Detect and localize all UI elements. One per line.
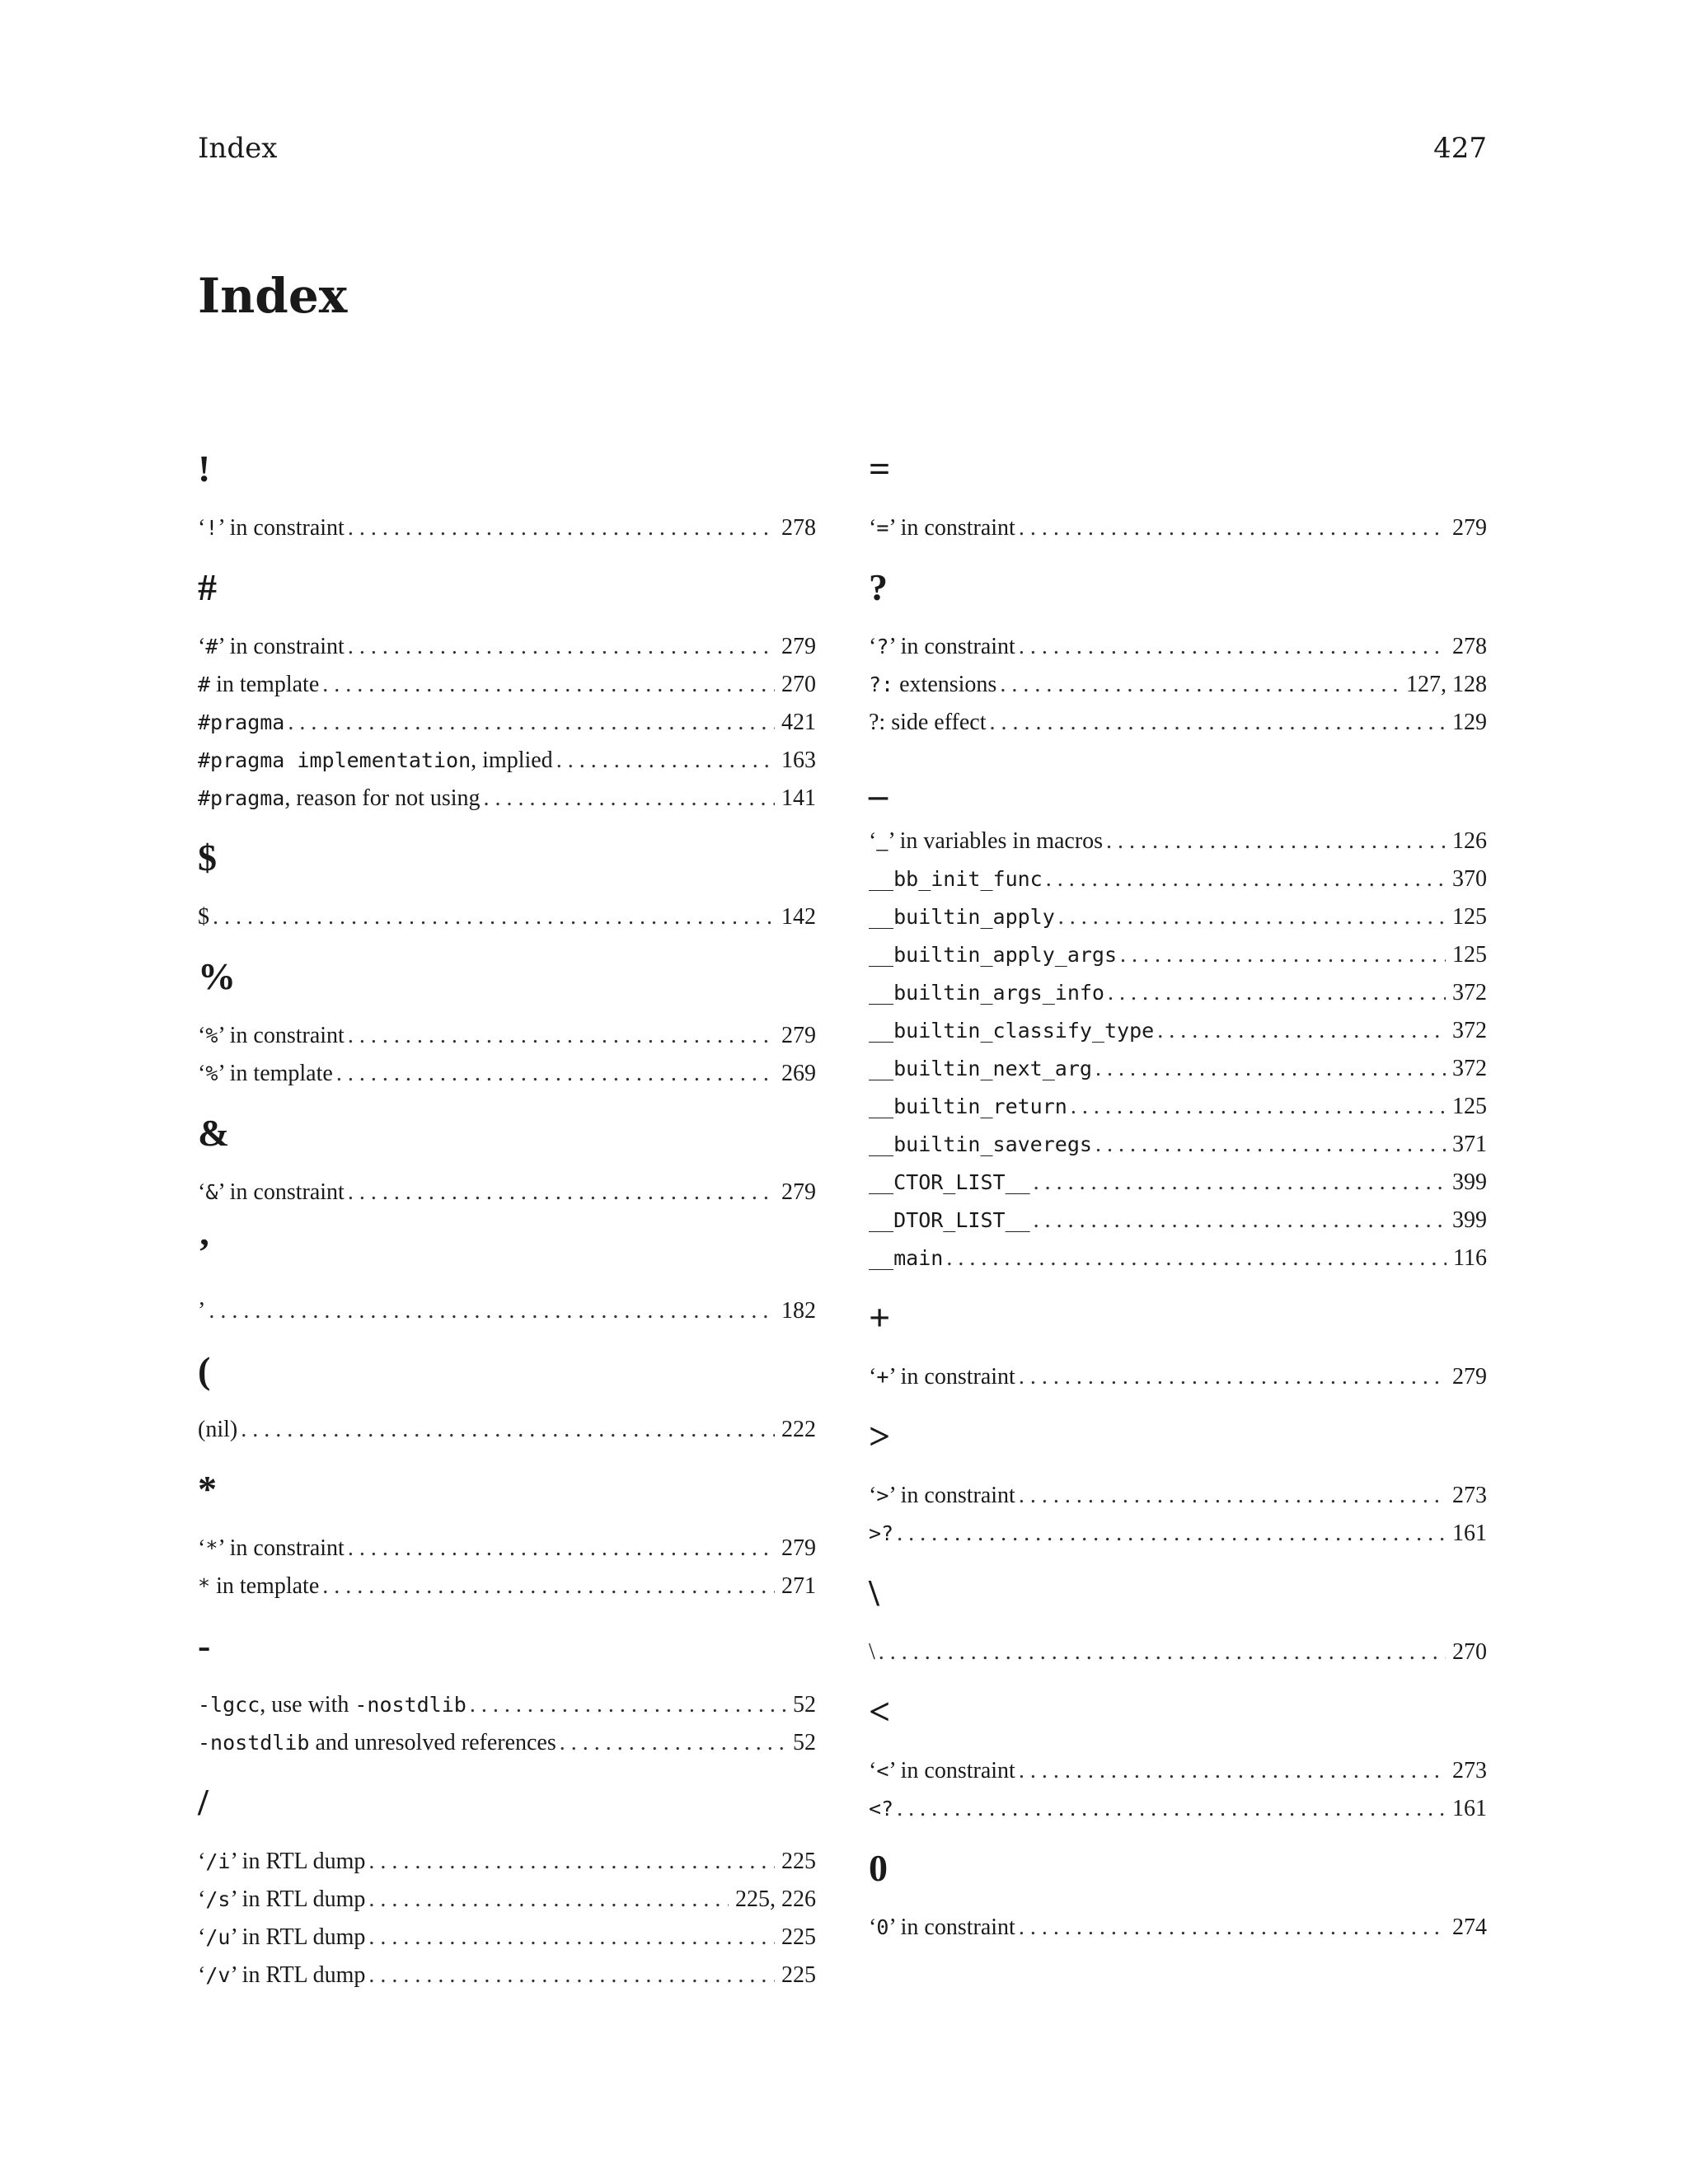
index-entry: [869, 1164, 1487, 1202]
leader-dots: [322, 666, 775, 704]
entry-term: ‘0’ in constraint: [869, 1915, 1015, 1940]
entry-pages: 161: [1452, 1521, 1487, 1546]
entry-pages: 126: [1452, 828, 1487, 854]
entry-term: ‘#’ in constraint: [198, 634, 345, 659]
index-entry: [198, 628, 816, 666]
entry-pages: 421: [781, 710, 816, 735]
index-entry: [869, 1752, 1487, 1790]
entry-pages: 372: [1452, 1018, 1487, 1043]
index-entry: [198, 509, 816, 547]
entry-term: #pragma implementation, implied: [198, 748, 553, 773]
index-entry: [198, 1724, 816, 1762]
entry-pages: 222: [781, 1417, 816, 1442]
entry-pages: 225, 226: [735, 1886, 816, 1912]
index-entry: [198, 780, 816, 818]
leader-dots: [288, 704, 775, 742]
group-heading: <: [869, 1690, 891, 1732]
leader-dots: [348, 509, 775, 547]
entry-term: __builtin_saveregs: [869, 1132, 1092, 1156]
entry-term: __builtin_return: [869, 1094, 1067, 1118]
entry-term: <?: [869, 1797, 894, 1821]
index-group: [198, 1622, 816, 1762]
leader-dots: [1046, 860, 1446, 898]
entry-pages: 129: [1452, 710, 1487, 735]
entry-pages: 273: [1452, 1483, 1487, 1508]
index-entry: [869, 823, 1487, 860]
entry-pages: 279: [1452, 1364, 1487, 1390]
leader-dots: [368, 1957, 775, 1994]
index-entry: [869, 898, 1487, 936]
leader-dots: [348, 1017, 775, 1055]
entry-pages: 370: [1452, 866, 1487, 892]
entry-term: ‘/i’ in RTL dump: [198, 1849, 366, 1874]
entry-pages: 371: [1452, 1132, 1487, 1157]
entry-pages: 52: [793, 1730, 816, 1755]
entry-term: __bb_init_func: [869, 867, 1043, 891]
leader-dots: [1034, 1164, 1446, 1202]
index-group: [198, 1347, 816, 1449]
entry-term: ‘&’ in constraint: [198, 1179, 345, 1205]
leader-dots: [1019, 1752, 1446, 1790]
group-heading: >: [869, 1415, 891, 1457]
index-entry: [869, 1358, 1487, 1396]
index-group: [869, 445, 1487, 547]
entry-pages: 270: [781, 672, 816, 697]
leader-dots: [1108, 974, 1446, 1012]
leader-dots: [1034, 1202, 1446, 1240]
index-entry: [869, 1088, 1487, 1126]
group-heading: #: [198, 566, 217, 608]
index-entry: [869, 860, 1487, 898]
index-group: [198, 1779, 816, 1994]
entry-pages: 279: [781, 634, 816, 659]
entry-term: $: [198, 904, 209, 930]
entry-pages: 116: [1453, 1245, 1487, 1271]
leader-dots: [1000, 666, 1400, 704]
index-entry: [198, 1568, 816, 1605]
leader-dots: [241, 1411, 775, 1449]
index-entry: [869, 1240, 1487, 1277]
entry-pages: 142: [781, 904, 816, 930]
index-group: [869, 1569, 1487, 1671]
index-entry: [869, 1909, 1487, 1947]
entry-pages: 125: [1452, 1094, 1487, 1119]
index-entry: [869, 666, 1487, 704]
entry-pages: 52: [793, 1692, 816, 1718]
index-entry: [198, 666, 816, 704]
entry-term: ‘/s’ in RTL dump: [198, 1886, 366, 1912]
entry-pages: 399: [1452, 1169, 1487, 1195]
entry-pages: 182: [781, 1298, 816, 1324]
entry-pages: 125: [1452, 942, 1487, 968]
index-group: [869, 564, 1487, 742]
index-group: [869, 1688, 1487, 1828]
index-entry: [869, 1477, 1487, 1515]
entry-term: ‘!’ in constraint: [198, 515, 345, 541]
entry-term: \: [869, 1639, 875, 1665]
index-entry: [198, 704, 816, 742]
index-group: [198, 1109, 816, 1212]
entry-pages: 127, 128: [1406, 672, 1487, 697]
leader-dots: [1095, 1126, 1446, 1164]
index-entry: [869, 1515, 1487, 1553]
leader-dots: [368, 1843, 775, 1881]
leader-dots: [368, 1881, 729, 1919]
entry-term: ’: [198, 1298, 206, 1324]
entry-pages: 225: [781, 1962, 816, 1988]
index-entry: [198, 1881, 816, 1919]
leader-dots: [348, 1174, 775, 1212]
index-group: [869, 1844, 1487, 1947]
entry-pages: 399: [1452, 1207, 1487, 1233]
entry-pages: 278: [1452, 634, 1487, 659]
page-title: Index: [198, 268, 348, 324]
index-group: [198, 953, 816, 1093]
leader-dots: [209, 1292, 775, 1330]
index-group: [869, 758, 1487, 1277]
entry-pages: 278: [781, 515, 816, 541]
entry-pages: 279: [781, 1179, 816, 1205]
index-entry: [198, 1174, 816, 1212]
leader-dots: [1019, 1358, 1446, 1396]
index-entry: [198, 742, 816, 780]
entry-term: ?: extensions: [869, 672, 997, 697]
entry-term: __main: [869, 1246, 944, 1270]
entry-pages: 279: [781, 1023, 816, 1048]
index-entry: [198, 898, 816, 936]
group-heading: ’: [198, 1230, 211, 1272]
index-entry: [198, 1686, 816, 1724]
leader-dots: [897, 1515, 1446, 1553]
index-group: [869, 1294, 1487, 1396]
entry-term: ‘%’ in template: [198, 1061, 333, 1086]
entry-term: * in template: [198, 1573, 320, 1599]
leader-dots: [1095, 1050, 1446, 1088]
entry-pages: 274: [1452, 1915, 1487, 1940]
running-header: [198, 132, 1487, 170]
leader-dots: [1106, 823, 1446, 860]
index-entry: [198, 1530, 816, 1568]
index-entry: [869, 1012, 1487, 1050]
index-group: [198, 834, 816, 936]
entry-pages: 270: [1452, 1639, 1487, 1665]
index-group: [198, 1228, 816, 1330]
entry-term: # in template: [198, 672, 320, 697]
index-entry: [869, 1202, 1487, 1240]
group-heading: 0: [869, 1847, 888, 1889]
group-heading: +: [869, 1296, 891, 1338]
index-entry: [869, 509, 1487, 547]
group-heading: /: [198, 1781, 209, 1823]
index-entry: [869, 1050, 1487, 1088]
entry-term: ‘?’ in constraint: [869, 634, 1015, 659]
entry-term: ‘/v’ in RTL dump: [198, 1962, 366, 1988]
leader-dots: [897, 1790, 1446, 1828]
index-entry: [869, 936, 1487, 974]
leader-dots: [1120, 936, 1446, 974]
group-heading: \: [869, 1572, 879, 1614]
entry-term: __builtin_args_info: [869, 981, 1104, 1005]
leader-dots: [1058, 898, 1446, 936]
leader-dots: [348, 1530, 775, 1568]
entry-pages: 279: [781, 1535, 816, 1561]
entry-term: __builtin_apply_args: [869, 943, 1118, 967]
leader-dots: [1071, 1088, 1446, 1126]
entry-term: -nostdlib and unresolved references: [198, 1730, 556, 1755]
entry-term: ‘=’ in constraint: [869, 515, 1015, 541]
entry-pages: 372: [1452, 980, 1487, 1005]
leader-dots: [560, 1724, 786, 1762]
entry-term: ‘_’ in variables in macros: [869, 828, 1104, 854]
index-entry: [198, 1957, 816, 1994]
leader-dots: [1019, 509, 1446, 547]
group-heading: !: [198, 448, 211, 490]
leader-dots: [213, 898, 775, 936]
entry-pages: 273: [1452, 1758, 1487, 1783]
index-entry: [869, 704, 1487, 742]
entry-term: ‘*’ in constraint: [198, 1535, 345, 1561]
entry-pages: 279: [1452, 515, 1487, 541]
entry-term: ‘+’ in constraint: [869, 1364, 1015, 1390]
entry-term: __builtin_next_arg: [869, 1057, 1092, 1080]
leader-dots: [348, 628, 775, 666]
entry-pages: 125: [1452, 904, 1487, 930]
leader-dots: [556, 742, 775, 780]
leader-dots: [336, 1055, 775, 1093]
entry-term: __builtin_classify_type: [869, 1019, 1155, 1043]
entry-term: ‘%’ in constraint: [198, 1023, 345, 1048]
entry-pages: 225: [781, 1849, 816, 1874]
index-entry: [869, 1633, 1487, 1671]
running-title: Index: [198, 132, 278, 165]
entry-term: #pragma, reason for not using: [198, 785, 481, 811]
leader-dots: [322, 1568, 775, 1605]
leader-dots: [879, 1633, 1446, 1671]
entry-term: ‘>’ in constraint: [869, 1483, 1015, 1508]
entry-term: ?: side effect: [869, 710, 987, 735]
group-heading: =: [869, 448, 891, 490]
group-heading: %: [198, 955, 236, 997]
entry-term: __DTOR_LIST__: [869, 1208, 1030, 1232]
entry-term: __builtin_apply: [869, 905, 1055, 929]
index-column-right: [869, 429, 1487, 1947]
entry-pages: 161: [1452, 1796, 1487, 1821]
group-heading: *: [198, 1468, 217, 1510]
group-heading: -: [198, 1624, 211, 1666]
page-number: 427: [1433, 132, 1487, 165]
leader-dots: [1157, 1012, 1446, 1050]
group-heading: _: [869, 761, 888, 803]
index-entry: [869, 1790, 1487, 1828]
leader-dots: [1019, 628, 1446, 666]
index-entry: [198, 1017, 816, 1055]
index-entry: [869, 628, 1487, 666]
leader-dots: [1019, 1477, 1446, 1515]
leader-dots: [484, 780, 775, 818]
leader-dots: [946, 1240, 1447, 1277]
index-entry: [198, 1055, 816, 1093]
index-group: [869, 1413, 1487, 1553]
entry-term: ‘<’ in constraint: [869, 1758, 1015, 1783]
index-entry: [869, 1126, 1487, 1164]
index-group: [198, 564, 816, 818]
leader-dots: [1019, 1909, 1446, 1947]
group-heading: &: [198, 1112, 230, 1154]
entry-term: ‘/u’ in RTL dump: [198, 1924, 366, 1950]
entry-pages: 269: [781, 1061, 816, 1086]
leader-dots: [368, 1919, 775, 1957]
index-entry: [198, 1411, 816, 1449]
group-heading: (: [198, 1349, 211, 1391]
index-entry: [198, 1292, 816, 1330]
leader-dots: [990, 704, 1446, 742]
index-column-left: [198, 429, 816, 1994]
entry-pages: 271: [781, 1573, 816, 1599]
entry-term: (nil): [198, 1417, 238, 1442]
group-heading: $: [198, 837, 217, 879]
index-entry: [198, 1919, 816, 1957]
entry-pages: 372: [1452, 1056, 1487, 1081]
entry-term: -lgcc, use with -nostdlib: [198, 1692, 467, 1718]
entry-term: #pragma: [198, 710, 285, 734]
index-group: [198, 445, 816, 547]
index-group: [198, 1465, 816, 1605]
entry-pages: 141: [781, 785, 816, 811]
group-heading: ?: [869, 566, 888, 608]
entry-term: >?: [869, 1521, 894, 1545]
entry-pages: 163: [781, 748, 816, 773]
index-entry: [869, 974, 1487, 1012]
entry-pages: 225: [781, 1924, 816, 1950]
index-entry: [198, 1843, 816, 1881]
leader-dots: [470, 1686, 786, 1724]
entry-term: __CTOR_LIST__: [869, 1170, 1030, 1194]
